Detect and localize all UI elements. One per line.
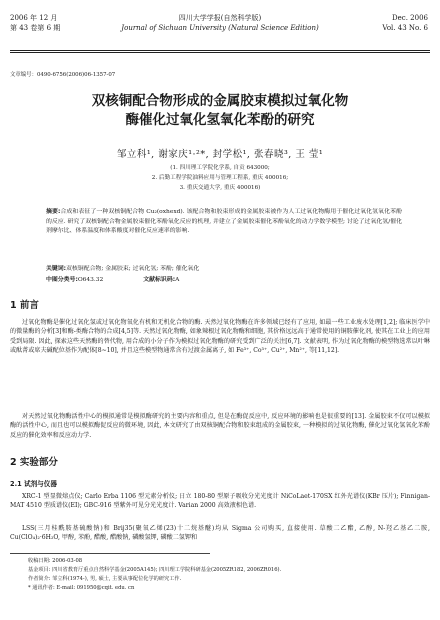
article-number: 文章编号：0490-6756(2006)06-1357-07 [10,72,116,78]
header-journal-cn: 四川大学学报(自然科学版) [178,14,262,22]
paper-title-line1: 双核铜配合物形成的金属胶束模拟过氧化物 [91,93,349,109]
header-rule-top [10,50,430,51]
keywords [46,265,402,275]
footnote-received: 收稿日期: 2006-03-08 [28,558,83,564]
header-date-en: Dec. 2006 [392,14,428,22]
paragraph-intro-1: 过氧化物酶是催化过氧化氢或过氧化物氧化有机和无机化合物的酶. 天然过氧化物酶在许多领域已经有了应用, 如最一些工业废水处理[1,2]; 临床医学中的微量酶的分析[3]和酶-类酶合物的合成[4,5]等. 天然过氧化物酶, 如象辣根过氧化物酶和细胞, 其价格远远高于通常使用的铜胺催化剂, 使其在工业上的应用受到局限. 因此, 探索这些天然酶的替代物, 用合成的小分子作为模拟过氧化物酶的研究受到广泛的关注[6,7]. 文献表明, 作为过氧化物酶的模型物选常以叶啉或酞菁或席夫碱配位基作为配体[8~10], 并且这些模型物通常含有过渡金属离子, 如 Fe³⁺, Co³⁺, Cu²⁺, Mn²⁺, 等[11,12]. [10,319,430,354]
section-heading-experimental: 2 实验部分 [10,457,58,468]
paragraph-reagents: LSS(三月桂酰胺基硫酸钠)和 Brij35(聚氧乙烯(23)十二烷基醚)均从 Sigma 公司购买, 直接使用. 草酸二乙酯, 乙醇, N-羟乙基乙二胺, Cu(ClO₄)₂·6H₂O, 甲醇, 苯酚, 醋酸, 醋酸钠, 磷酸氢钾, 磷酸二氢钾和 [10,525,430,542]
header-journal [80,13,360,33]
paragraph-instruments: XRC-1 型显微熔点仪; Carlo Erba 1106 型元素分析仪; 日立 180-80 型原子吸收分光光度计 NiCoLaet-170SX 红外光谱仪(KBr 压片); Finnigan-MAT 4510 型质谱仪(EI); GBC-916 型紫外可见分光光度计. Varian 2000 高效液相色谱. [10,493,430,510]
doccode-value: A [175,277,180,283]
header-volume-cn: 第 43 卷第 6 期 [10,24,61,32]
subsection-heading-reagents: 2.1 试剂与仪器 [10,480,57,488]
keywords-label: 关键词: [46,266,67,272]
classification [46,276,402,286]
cls-label: 中图分类号: [46,277,78,283]
affiliation-1: (1. 四川理工学院化学系, 自贡 643000; [170,165,270,171]
affiliation-2: 2. 后勤工程学院油料应用与管理工程系, 重庆 400016; [151,175,289,181]
header-date-cn: 2006 年 12 月 [10,14,58,22]
abstract-label: 摘要: [46,209,61,215]
section-heading-introduction: 1 前言 [10,300,39,311]
footnote-corresponding: * 通讯作者: E-mail: 091950@cqit. edu. cn [28,585,135,591]
header-rule-bottom [10,52,430,53]
header-journal-en: Journal of Sichuan University (Natural Science Edition) [121,24,319,32]
author-list: 邹立科¹, 谢家庆¹·²*, 封学松¹, 张春晓³, 王 莹¹ [116,149,324,160]
abstract [46,208,402,237]
footnote-funding: 基金项目: 四川省教育厅重点自然科学基金(2005A145); 四川理工学院科研基金(2005ZR182, 2006ZR016). [28,567,282,573]
cls-value: O643.32 [77,277,104,283]
affiliation-3: 3. 重庆交通大学, 重庆 400016) [179,185,261,191]
header-issue-cn [10,13,60,33]
abstract-text: 合成和表征了一种双核铜配合物 Cu₂(oxhexd). 该配合物和胶束形成的金属胶束被作为人工过氧化物酶用于催化过氧化氢氧化苯酚的反应. 研究了双核铜配合物金属胶束催化苯酚氧化反应的机理, 并建立了金属胶束催化苯酚氧化的动力学数学模型; 讨论了过氧化氢/催化剂摩尔比、体系温度和体系酸度对催化反应速率的影响. [46,209,403,235]
paragraph-intro-2: 对天然过氧化物酶活性中心的模拟通常是模拟酶研究的主要内容和重点, 但是在酶促反应中, 反应环境的影响也是很重要的[13]. 金属胶束不仅可以模拟酶的活性中心, 而且也可以模拟酶促反应的微环境, 因此, 本文研究了由双核铜配合物和胶束组成的金属胶束, 一种模拟的过氧化物酶, 催化过氧化氢氧化苯酚反应的催化效率和反应动力学. [10,413,430,439]
paper-title [30,92,410,130]
footnote-rule [10,553,210,554]
footnote-author-bio: 作者简介: 邹立科(1974-), 男, 硕士, 主要从事配位化学的研究工作. [28,576,182,582]
header-volume-en: Vol. 43 No. 6 [382,24,428,32]
header-issue-en [382,13,428,33]
doccode-label: 文献标识码: [143,277,176,283]
paper-title-line2: 酶催化过氧化氢氧化苯酚的研究 [125,112,315,128]
keywords-text: 双核铜配合物; 金属胶束; 过氧化氢; 苯酚; 催化氧化 [66,266,200,272]
running-header [0,13,440,43]
